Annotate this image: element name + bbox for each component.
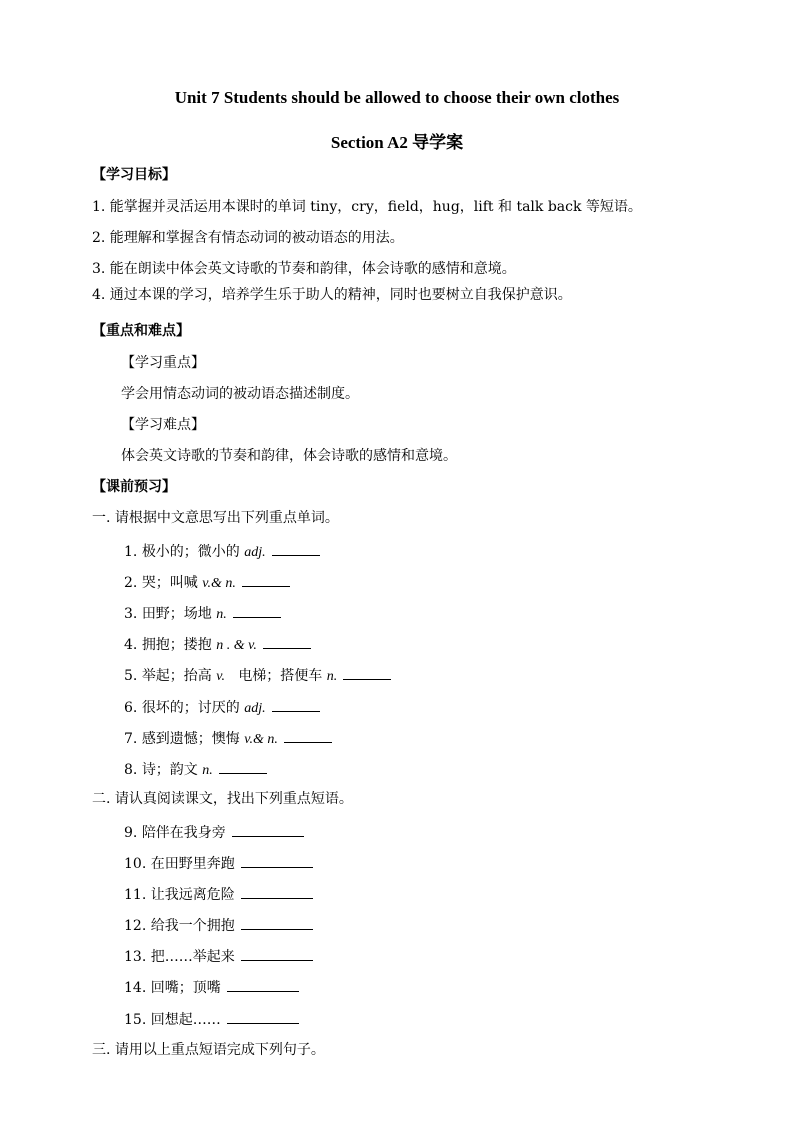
word-item: 5. 举起；抬高 v. 电梯；搭便车 n. (124, 665, 391, 686)
focus-text: 学会用情态动词的被动语态描述制度。 (121, 386, 359, 402)
answer-blank[interactable] (241, 946, 313, 961)
preview-heading: 【课前预习】 (92, 479, 176, 495)
part1-title: 一. 请根据中文意思写出下列重点单词。 (92, 510, 339, 526)
difficulty-heading: 【学习难点】 (121, 417, 205, 433)
answer-blank[interactable] (227, 1009, 299, 1024)
answer-blank[interactable] (272, 697, 320, 712)
objective-item: 4. 通过本课的学习，培养学生乐于助人的精神，同时也要树立自我保护意识。 (92, 287, 572, 303)
word-item: 4. 拥抱；搂抱 n . & v. (124, 634, 311, 655)
answer-blank[interactable] (242, 572, 290, 587)
word-item: 7. 感到遗憾；懊悔 v.& n. (124, 728, 332, 749)
phrase-item: 15. 回想起…… (124, 1009, 299, 1029)
answer-blank[interactable] (284, 728, 332, 743)
phrase-item: 12. 给我一个拥抱 (124, 915, 313, 935)
answer-blank[interactable] (343, 665, 391, 680)
answer-blank[interactable] (219, 759, 267, 774)
phrase-item: 11. 让我远离危险 (124, 884, 313, 904)
answer-blank[interactable] (232, 822, 304, 837)
objective-item: 3. 能在朗读中体会英文诗歌的节奏和韵律，体会诗歌的感情和意境。 (92, 261, 516, 277)
page-subtitle: Section A2 导学案 (330, 133, 464, 152)
objective-item: 1. 能掌握并灵活运用本课时的单词 tiny，cry，field，hug，lift 和 talk back 等短语。 (92, 199, 642, 215)
phrase-item: 13. 把……举起来 (124, 946, 313, 966)
objective-item: 2. 能理解和掌握含有情态动词的被动语态的用法。 (92, 230, 404, 246)
word-item: 3. 田野；场地 n. (124, 603, 281, 624)
answer-blank[interactable] (227, 977, 299, 992)
focus-heading: 【学习重点】 (121, 355, 205, 371)
page-title: Unit 7 Students should be allowed to choose their own clothes (174, 88, 620, 107)
answer-blank[interactable] (241, 853, 313, 868)
objectives-heading: 【学习目标】 (92, 167, 176, 183)
answer-blank[interactable] (233, 603, 281, 618)
word-item: 2. 哭；叫喊 v.& n. (124, 572, 290, 593)
phrase-item: 10. 在田野里奔跑 (124, 853, 313, 873)
answer-blank[interactable] (263, 634, 311, 649)
word-item: 8. 诗；韵文 n. (124, 759, 267, 780)
part3-title: 三. 请用以上重点短语完成下列句子。 (92, 1042, 325, 1058)
word-item: 1. 极小的；微小的 adj. (124, 541, 320, 562)
key-points-heading: 【重点和难点】 (92, 323, 190, 339)
answer-blank[interactable] (241, 884, 313, 899)
answer-blank[interactable] (241, 915, 313, 930)
phrase-item: 14. 回嘴；顶嘴 (124, 977, 299, 997)
difficulty-text: 体会英文诗歌的节奏和韵律，体会诗歌的感情和意境。 (121, 448, 457, 464)
part2-title: 二. 请认真阅读课文，找出下列重点短语。 (92, 791, 353, 807)
answer-blank[interactable] (272, 541, 320, 556)
word-item: 6. 很坏的；讨厌的 adj. (124, 697, 320, 718)
phrase-item: 9. 陪伴在我身旁 (124, 822, 304, 842)
